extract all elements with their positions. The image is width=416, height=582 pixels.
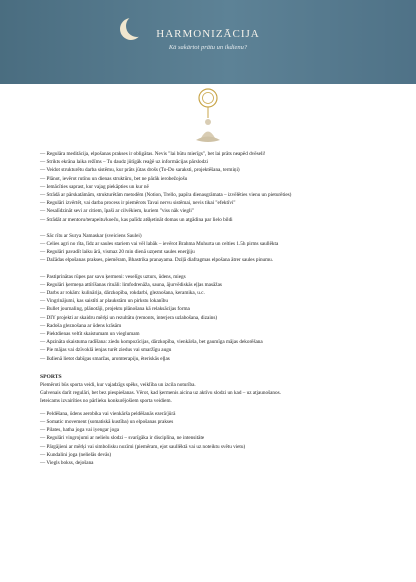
header-banner xyxy=(0,0,416,84)
list-item: — Bullet journaling, plānotāji, projektu plānošana kā relaksācijas forma xyxy=(40,306,190,313)
list-item: — Pie mājas vai dzīvoklā ienjas turēt ziedus vai smaržīgu augu xyxy=(40,347,172,354)
list-item: — Apzināta skaistuma radīšana: ziedu kompozīcijas, dārzkopība, vienkārša, bet gaumīga mājas dekorēšana xyxy=(40,339,263,346)
list-item: — Regulāra meditācija, elpošanas prakses ir obligātas. Nevis "lai būtu mierīgs", bet lai prāts neapēd dvēseli! xyxy=(40,151,266,157)
list-item: — Vingrinājumi, kas saistīti ar plaukstām un pirkstu lokanību xyxy=(40,298,168,305)
list-item: — Peldēšana, ūdens aerobika vai vienkārša peldēšanās ezerā/jūrā xyxy=(40,410,176,417)
list-item: — Sāc rītu ar Surya Namaskar (sveiciens Saulei) xyxy=(40,232,142,239)
page-title: HARMONIZĀCIJA xyxy=(156,28,260,40)
paragraph: Piemēroti būs sporta veidi, kur vajadzīgs spēks, veiklība un izcila noturība. xyxy=(40,382,196,389)
list-item: — Regulāri ķermeņa attīrīšanas rituāli: limfodrenāža, sauna, ājurvēdiskās eļļas masāžas xyxy=(40,281,222,288)
list-item: — Nesalīdzināt sevi ar citiem, īpaši ar cilvēkiem, kuriem "viss nāk viegli" xyxy=(40,208,194,215)
list-item: — Pārgājieni ar mērķi vai simbolisku nozīmi (piemēram, ejot saullēktā vai uz noteiktu svētu vietu) xyxy=(40,443,246,450)
list-item: — Plānot, ievērot rutīnu un dienas struktūru, bet ne pārāk ierobežojošu xyxy=(40,175,188,182)
list-item: — Iemācīties saprast, kur vajag piekāpties un kur nē xyxy=(40,183,149,190)
list-item: — Regulāri izvērtēt, vai darba process ir piemērots Tavai nervu sistēmai, nevis tikai "efektīvi" xyxy=(40,200,236,207)
list-item: — Somatic movement (somatiskā kustība) un elpošanas prakses xyxy=(40,418,174,425)
list-item: — Pastiprinātas rūpes par savu ķermeni: veselīgs uzturs, ūdens, miegs xyxy=(40,273,186,280)
content xyxy=(40,150,390,467)
list-item: — DIY projekti ar skaidru mērķi un rezultātu (remonts, interjera uzlabošana, dizains) xyxy=(40,314,218,321)
meditation-figure-icon xyxy=(182,76,234,146)
list-item: — Kundalini joga (nelielās devās) xyxy=(40,451,112,458)
list-item: — Strādā ar pārskatāmām, strukturētām metodēm (Notion, Trello, papīra dienasgrāmata – izvēlēties vienu un pieturēties) xyxy=(40,192,292,199)
list-item: — Celies agri no rīta, līdz ar saules stariem vai vēl labāk – ievērot Brahma Muhurta un celties 1.5h pirms saullēkta xyxy=(40,241,279,248)
section-heading-sports: SPORTS xyxy=(40,373,62,380)
paragraph: Ieteicams izvairīties no pārlieku konkurējošiem sporta veidiem. xyxy=(40,398,172,405)
paragraph: Galvenais darīt regulāri, bet bez piespiešanas. Vērot, kad ķermenis aicina uz aktīvu slodzi un kad – uz atjaunošanos. xyxy=(40,390,281,397)
list-item: — Dažādas elpošanas prakses, piemēram, Bhastrika pranayama. Dziļā diafragmas elpošana ātrer saules pinumu. xyxy=(40,257,274,264)
list-item: — Pilates, hatha joga vai iyengar joga xyxy=(40,427,120,434)
list-item: — Strādāt ar mentoru/terapeitu/koeču, kas palīdz atšķetināt domas un atgādina par lielo bildi xyxy=(40,216,233,223)
list-item: — Regulāri pavadīt laiku ārā, vismaz 20 min dienā uzņemt saules enerģiju xyxy=(40,249,195,256)
list-item: — Ikdienā lietot dabīgas smaržas, aromterapiju, ēteriskās eļļas xyxy=(40,355,170,362)
list-item: — Strikts ekrāna laika režīms – Tu daudz jūtīgāk reaģē uz informācijas pārslodzi xyxy=(40,159,208,166)
list-item: — Piektdienas veltīt skaistumam un vieglumam xyxy=(40,331,140,338)
page-subtitle: Kā sakārtot prātu un ikdienu? xyxy=(168,44,248,51)
list-item: — Viegls bokss, dejošana xyxy=(40,459,94,466)
list-item: — Regulāri vingrojumi ar nelielu slodzi – svarīgāka ir disciplīna, ne intensitāte xyxy=(40,435,205,442)
list-item: — Darbs ar rokām: kulinārija, dārzkopība, rokdarbi, gleznošana, keramika, u.c. xyxy=(40,290,205,297)
list-item: — Radoša gleznošana ar ūdens krāsām xyxy=(40,322,122,329)
list-item: — Veidot strukturētu darba sistēmu, kur prāts jūtas drošs (To-Do saraksti, projektēšana, termiņi) xyxy=(40,167,240,174)
